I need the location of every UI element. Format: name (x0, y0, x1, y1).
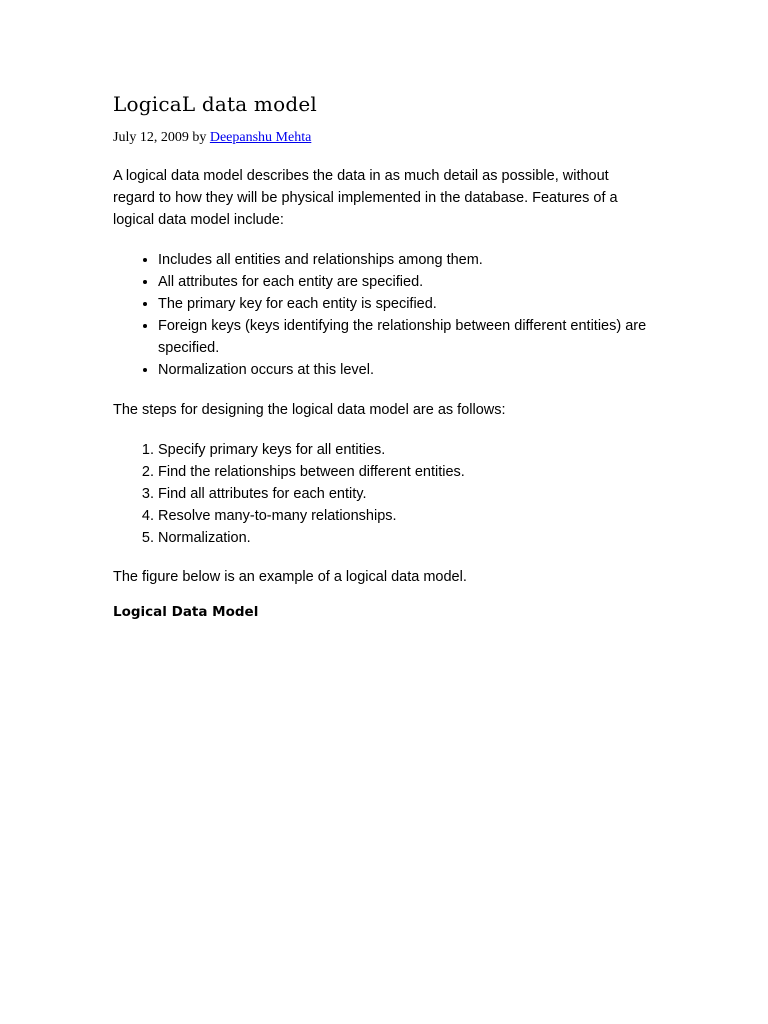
list-item: • The primary key for each entity is specified. (158, 293, 653, 315)
article-title: LogicaL data model (113, 92, 317, 116)
figure-caption: Logical Data Model (113, 604, 259, 620)
list-item: • Foreign keys (keys identifying the relationship between different entities) are specified. (158, 315, 653, 359)
byline-by: by (192, 130, 207, 145)
steps-intro-paragraph: The steps for designing the logical data model are as follows: (113, 402, 506, 418)
article-date: July 12, 2009 (113, 130, 189, 145)
steps-list (113, 439, 653, 549)
list-item: 3. Find all attributes for each entity. (158, 483, 653, 505)
list-item: 4. Resolve many-to-many relationships. (158, 505, 653, 527)
list-item: 1. Specify primary keys for all entities. (158, 439, 653, 461)
article (113, 88, 653, 622)
features-list (113, 249, 653, 381)
list-item: • All attributes for each entity are specified. (158, 271, 653, 293)
list-item: • Includes all entities and relationships among them. (158, 249, 653, 271)
list-item: 5. Normalization. (158, 527, 653, 549)
figure-intro-paragraph: The figure below is an example of a logical data model. (113, 569, 467, 585)
article-meta (113, 128, 653, 148)
list-item: • Normalization occurs at this level. (158, 359, 653, 381)
author-link[interactable]: Deepanshu Mehta (209, 130, 312, 145)
intro-paragraph: A logical data model describes the data in as much detail as possible, without regard to how they will be physical implemented in the database. Features of a logical data model include: (113, 168, 618, 228)
list-item: 2. Find the relationships between different entities. (158, 461, 653, 483)
